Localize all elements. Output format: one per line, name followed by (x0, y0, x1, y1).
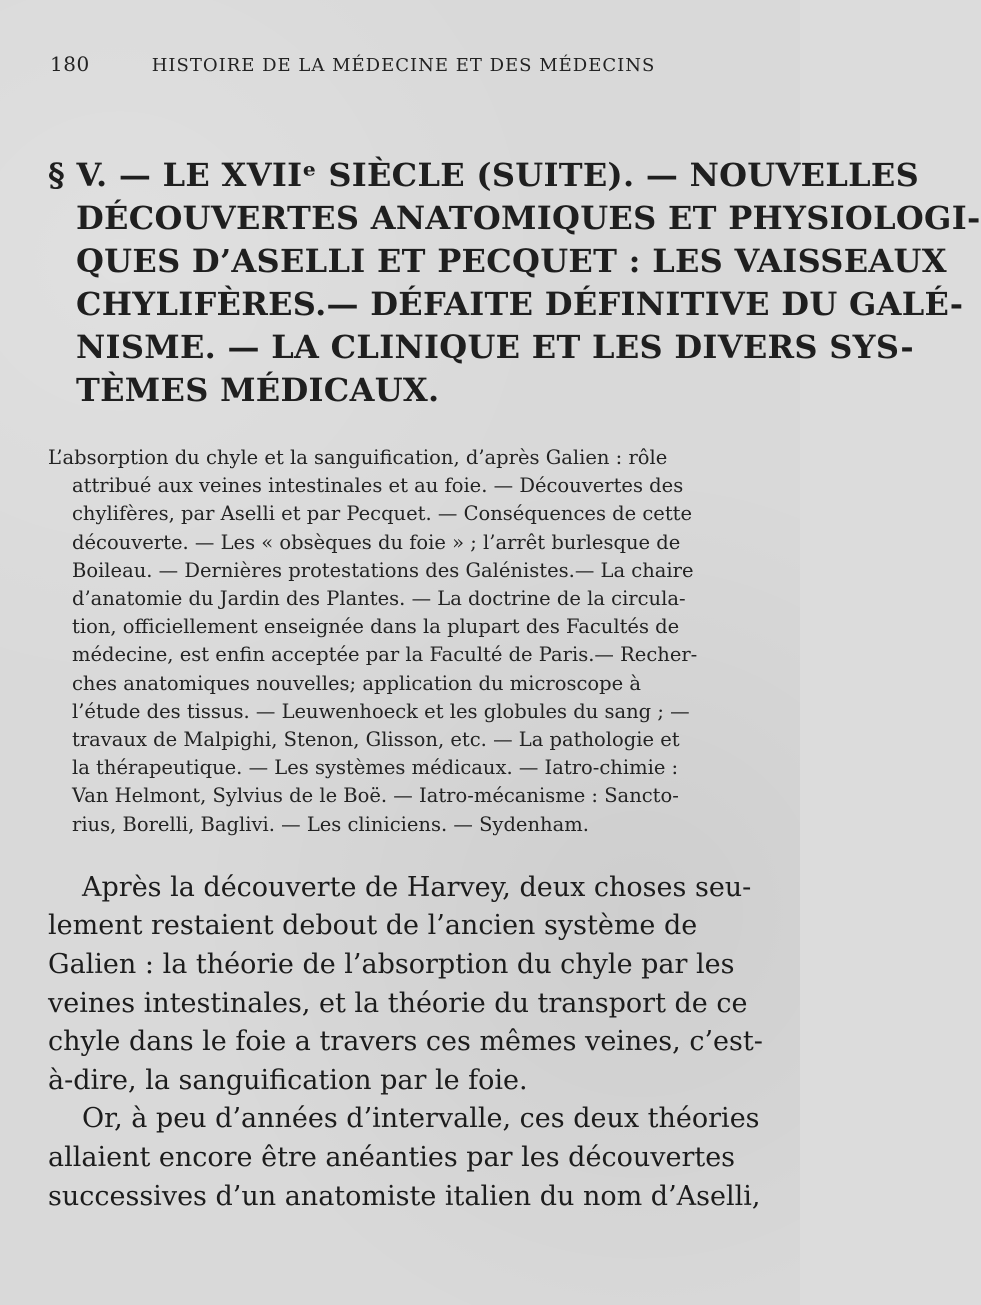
body-text (48, 869, 763, 1216)
summary-line: tion, officiellement enseignée dans la plupart des Facultés de (72, 615, 680, 639)
summary-line: Boileau. — Dernières protestations des Galénistes.— La chaire (72, 558, 694, 582)
summary-line: d’anatomie du Jardin des Plantes. — La doctrine de la circula- (72, 587, 686, 611)
paragraph-line: successives d’un anatomiste italien du nom d’Aselli, (48, 1180, 761, 1212)
section-heading-line: CHYLIFÈRES.— DÉFAITE DÉFINITIVE DU GALÉ- (76, 285, 964, 323)
paragraph-line: Après la découverte de Harvey, deux choses seu- (82, 871, 752, 903)
section-heading (48, 154, 981, 412)
section-heading-line: TÈMES MÉDICAUX. (76, 371, 440, 409)
running-head (50, 52, 756, 76)
summary-line: ches anatomiques nouvelles; application du microscope à (72, 671, 641, 695)
paragraph-line: lement restaient debout de l’ancien système de (48, 910, 698, 942)
summary-line: travaux de Malpighi, Stenon, Glisson, etc. — La pathologie et (72, 728, 680, 752)
summary-line: L’absorption du chyle et la sanguification, d’après Galien : rôle (48, 446, 668, 469)
section-heading-line: § V. — LE XVIIᵉ SIÈCLE (SUITE). — NOUVELLES (48, 156, 920, 194)
summary-line: découverte. — Les « obsèques du foie » ; l’arrêt burlesque de (72, 530, 681, 554)
summary-line: la thérapeutique. — Les systèmes médicaux. — Iatro-chimie : (72, 756, 679, 780)
paragraph-line: veines intestinales, et la théorie du transport de ce (48, 987, 748, 1019)
paragraph-2 (48, 1100, 761, 1216)
summary-line: médecine, est enfin acceptée par la Faculté de Paris.— Recher- (72, 643, 698, 667)
paragraph-line: Galien : la théorie de l’absorption du chyle par les (48, 949, 735, 981)
summary-line: l’étude des tissus. — Leuwenhoeck et les globules du sang ; — (72, 699, 690, 723)
paragraph-1 (48, 869, 763, 1101)
page-number: 180 (50, 52, 90, 76)
paragraph-line: à-dire, la sanguification par le foie. (48, 1064, 528, 1096)
running-title: HISTOIRE DE LA MÉDECINE ET DES MÉDECINS (151, 55, 656, 76)
summary-line: chylifères, par Aselli et par Pecquet. — Conséquences de cette (72, 502, 693, 526)
paragraph-line: chyle dans le foie a travers ces mêmes veines, c’est- (48, 1026, 763, 1058)
section-heading-line: QUES D’ASELLI ET PECQUET : LES VAISSEAUX (76, 242, 947, 280)
summary-line: Van Helmont, Sylvius de le Boë. — Iatro-mécanisme : Sancto- (72, 784, 679, 808)
chapter-summary (48, 444, 756, 839)
section-heading-line: NISME. — LA CLINIQUE ET LES DIVERS SYS- (76, 328, 914, 366)
summary-line: rius, Borelli, Baglivi. — Les cliniciens. — Sydenham. (72, 812, 589, 836)
paragraph-line: allaient encore être anéanties par les découvertes (48, 1142, 736, 1173)
summary-line: attribué aux veines intestinales et au foie. — Découvertes des (72, 474, 684, 498)
paragraph-line: Or, à peu d’années d’intervalle, ces deux théories (82, 1103, 760, 1135)
section-heading-line: DÉCOUVERTES ANATOMIQUES ET PHYSIOLOGI- (76, 199, 981, 237)
